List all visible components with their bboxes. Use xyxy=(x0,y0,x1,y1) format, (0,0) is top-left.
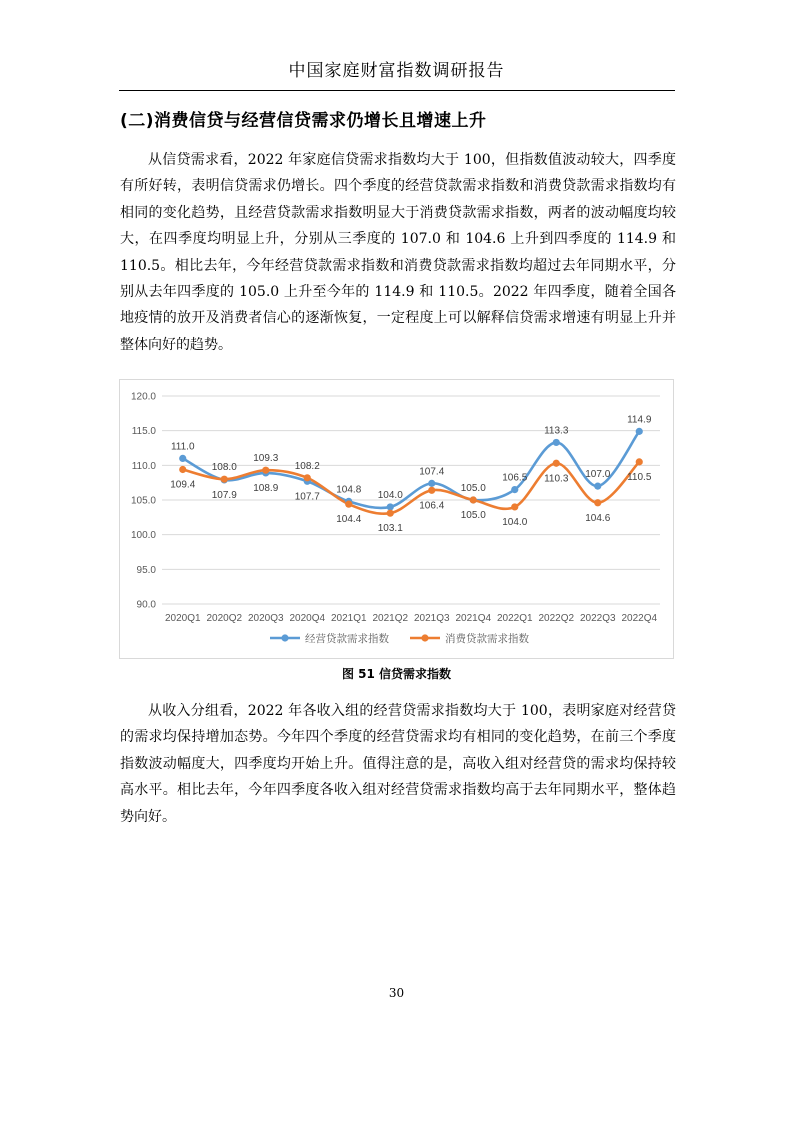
x-tick-label: 2021Q4 xyxy=(455,613,492,624)
data-point xyxy=(179,455,186,462)
data-label: 108.2 xyxy=(294,460,320,472)
data-label: 105.0 xyxy=(460,510,486,521)
data-label: 107.7 xyxy=(294,491,320,503)
series-line-2 xyxy=(183,462,640,514)
data-label: 107.4 xyxy=(419,466,445,478)
data-label: 106.4 xyxy=(419,500,445,512)
chart-svg xyxy=(120,380,673,658)
data-point xyxy=(387,510,394,517)
data-point xyxy=(262,467,269,474)
data-label: 111.0 xyxy=(170,441,195,453)
data-label: 110.5 xyxy=(627,471,652,483)
data-point xyxy=(345,501,352,508)
x-tick-label: 2021Q1 xyxy=(330,613,367,624)
y-tick-label: 100.0 xyxy=(130,530,156,542)
data-label: 104.8 xyxy=(336,484,362,496)
data-point xyxy=(428,480,435,487)
y-tick-label: 95.0 xyxy=(136,564,156,576)
x-tick-label: 2022Q1 xyxy=(496,613,533,624)
x-tick-label: 2021Q3 xyxy=(413,613,450,624)
data-point xyxy=(553,439,560,446)
data-point xyxy=(221,476,228,483)
x-tick-label: 2020Q2 xyxy=(206,613,243,624)
credit-demand-chart xyxy=(119,379,674,659)
paragraph-income-groups: 从收入分组看，2022 年各收入组的经营贷需求指数均大于 100，表明家庭对经营贷的需求均保持增加态势。今年四个季度的经营贷需求均有相同的变化趋势，在前三个季度指数波动幅度大，四季度均开始上升。值得注意的是，高收入组对经营贷的需求均保持较高水平。相比去年，今年四季度各收入组对经营贷需求指数均高于去年同期水平，整体趋势向好。 xyxy=(120,703,676,825)
data-point xyxy=(428,487,435,494)
paragraph-credit-demand: 从信贷需求看，2022 年家庭信贷需求指数均大于 100，但指数值波动较大，四季度有所好转，表明信贷需求仍增长。四个季度的经营贷款需求指数和消费贷款需求指数均有相同的变化趋势，且经营贷款需求指数明显大于消费贷款需求指数，两者的波动幅度均较大，在四季度均明显上升，分别从三季度的 107.0 和 104.6 上升到四季度的 114.9 和 110.5。相比去年，今年经营贷款需求指数和消费贷款需求指数均超过去年同期水平，分别从去年四季度的 105.0 上升至今年的 114.9 和 110.5。2022 年四季度，随着全国各地疫情的放开及消费者信心的逐渐恢复，一定程度上可以解释信贷需求增速有明显上升并整体向好的趋势。 xyxy=(120,152,676,353)
data-point xyxy=(511,486,518,493)
data-point xyxy=(636,428,643,435)
series-line-1 xyxy=(183,431,640,508)
legend-marker xyxy=(281,634,288,641)
y-tick-label: 90.0 xyxy=(136,599,156,611)
data-label: 103.1 xyxy=(377,523,403,535)
section-title: (二)消费信贷与经营信贷需求仍增长且增速上升 xyxy=(120,111,487,131)
figure-caption: 图 51 信贷需求指数 xyxy=(341,667,452,681)
data-label: 108.0 xyxy=(211,462,237,474)
data-label: 114.9 xyxy=(627,414,652,426)
x-tick-label: 2022Q3 xyxy=(579,613,616,624)
data-label: 106.5 xyxy=(502,472,528,484)
data-point xyxy=(470,496,477,503)
legend-label: 消费贷款需求指数 xyxy=(445,633,529,645)
data-point xyxy=(594,499,601,506)
x-tick-label: 2020Q4 xyxy=(289,613,326,624)
data-label: 104.0 xyxy=(377,489,403,501)
data-label: 109.4 xyxy=(170,479,196,491)
y-tick-label: 110.0 xyxy=(131,460,156,472)
data-label: 113.3 xyxy=(544,425,569,437)
x-tick-label: 2022Q4 xyxy=(621,613,658,624)
x-tick-label: 2020Q3 xyxy=(247,613,284,624)
data-point xyxy=(304,474,311,481)
data-label: 110.3 xyxy=(544,473,569,485)
y-tick-label: 120.0 xyxy=(130,391,156,403)
header-divider xyxy=(119,90,675,91)
data-label: 104.4 xyxy=(336,514,362,526)
data-point xyxy=(387,503,394,510)
page-number: 30 xyxy=(388,986,405,1000)
data-point xyxy=(594,483,601,490)
legend-marker xyxy=(421,634,428,641)
data-label: 104.6 xyxy=(585,512,611,524)
data-label: 104.0 xyxy=(502,516,528,528)
x-tick-label: 2022Q2 xyxy=(538,613,575,624)
x-tick-label: 2021Q2 xyxy=(372,613,409,624)
data-point xyxy=(553,460,560,467)
data-label: 109.3 xyxy=(253,453,279,465)
data-label: 107.0 xyxy=(585,469,611,481)
data-label: 108.9 xyxy=(253,482,279,494)
data-label: 107.9 xyxy=(211,489,237,501)
x-tick-label: 2020Q1 xyxy=(164,613,201,624)
data-point xyxy=(511,503,518,510)
y-tick-label: 105.0 xyxy=(130,495,156,507)
data-point xyxy=(636,458,643,465)
report-header-title: 中国家庭财富指数调研报告 xyxy=(288,61,505,81)
data-label: 105.0 xyxy=(460,483,486,494)
y-tick-label: 115.0 xyxy=(131,426,156,438)
legend-label: 经营贷款需求指数 xyxy=(305,633,389,645)
data-point xyxy=(179,466,186,473)
